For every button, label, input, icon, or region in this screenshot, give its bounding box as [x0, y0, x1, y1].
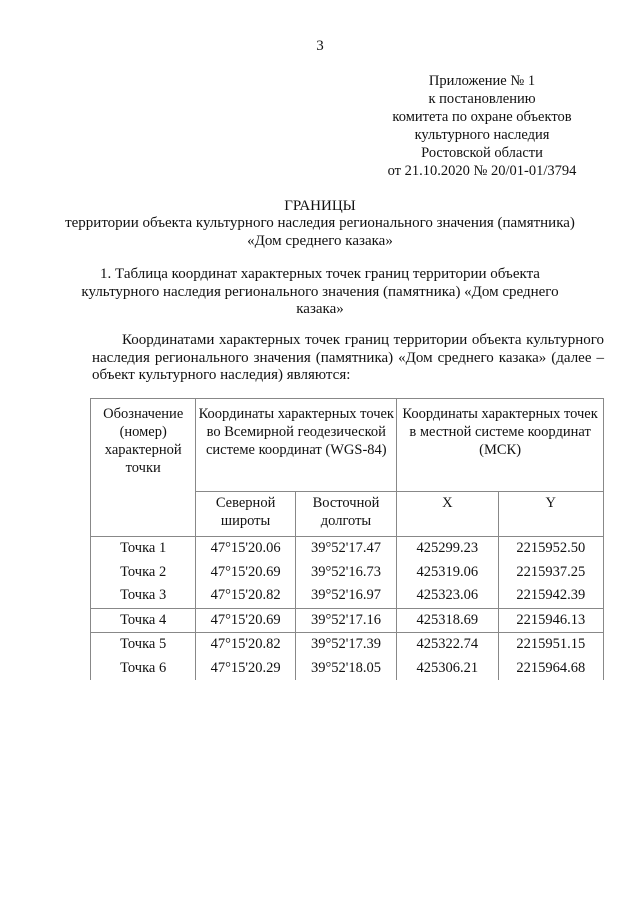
cell-y: 2215942.39: [498, 584, 603, 608]
cell-y: 2215937.25: [498, 561, 603, 585]
page-number: 3: [316, 38, 324, 54]
cell-point: Точка 6: [91, 657, 196, 681]
cell-lon: 39°52'18.05: [295, 657, 396, 681]
cell-y: 2215964.68: [498, 657, 603, 681]
intro-paragraph: Координатами характерных точек границ территории объекта культурного наследия регионального значения (памятника) «Дом среднего казака» (далее – объект культурного наследия) являются:: [92, 332, 604, 383]
cell-y: 2215952.50: [498, 537, 603, 561]
appendix-line: к постановлению: [428, 91, 536, 107]
cell-lon: 39°52'16.73: [295, 561, 396, 585]
header-msk: Координаты характерных точек в местной системе координат (МСК): [397, 399, 604, 492]
cell-lat: 47°15'20.69: [196, 561, 295, 585]
cell-point: Точка 1: [91, 537, 196, 561]
table-row: [91, 561, 604, 585]
cell-lat: 47°15'20.06: [196, 537, 295, 561]
cell-y: 2215946.13: [498, 608, 603, 633]
cell-lon: 39°52'17.47: [295, 537, 396, 561]
subheader-lon: Восточной долготы: [295, 492, 396, 537]
header-wgs: Координаты характерных точек во Всемирной геодезической системе координат (WGS-84): [196, 399, 397, 492]
subheader-lat: Северной широты: [196, 492, 295, 537]
document-title: ГРАНИЦЫ: [284, 198, 356, 214]
cell-y: 2215951.15: [498, 633, 603, 657]
appendix-line: культурного наследия: [414, 127, 550, 143]
cell-lat: 47°15'20.82: [196, 584, 295, 608]
cell-x: 425306.21: [397, 657, 498, 681]
subheader-x: X: [397, 492, 498, 537]
appendix-line: Приложение № 1: [428, 73, 536, 89]
appendix-line: Ростовской области: [421, 145, 543, 161]
coordinates-table: [90, 398, 604, 680]
cell-lat: 47°15'20.29: [196, 657, 295, 681]
table-row: [91, 657, 604, 681]
cell-x: 425323.06: [397, 584, 498, 608]
cell-x: 425318.69: [397, 608, 498, 633]
cell-point: Точка 3: [91, 584, 196, 608]
section-heading: 1. Таблица координат характерных точек границ территории объекта культурного наследия регионального значения (памятника) «Дом среднего казака»: [81, 266, 559, 317]
header-point: Обозначение (номер) характерной точки: [91, 399, 196, 537]
subheader-y: Y: [498, 492, 603, 537]
appendix-line: комитета по охране объектов: [392, 109, 572, 125]
table-row: [91, 537, 604, 561]
cell-x: 425319.06: [397, 561, 498, 585]
cell-lat: 47°15'20.82: [196, 633, 295, 657]
table-row: [91, 633, 604, 657]
cell-lon: 39°52'17.39: [295, 633, 396, 657]
cell-lon: 39°52'16.97: [295, 584, 396, 608]
cell-lon: 39°52'17.16: [295, 608, 396, 633]
cell-point: Точка 2: [91, 561, 196, 585]
appendix-block: [352, 72, 612, 180]
cell-point: Точка 5: [91, 633, 196, 657]
cell-x: 425299.23: [397, 537, 498, 561]
appendix-line: от 21.10.2020 № 20/01-01/3794: [387, 163, 577, 179]
cell-point: Точка 4: [91, 608, 196, 633]
table-row: [91, 584, 604, 608]
cell-x: 425322.74: [397, 633, 498, 657]
cell-lat: 47°15'20.69: [196, 608, 295, 633]
table-row: [91, 608, 604, 633]
document-subtitle: территории объекта культурного наследия регионального значения (памятника) «Дом среднего казака»: [65, 215, 575, 249]
